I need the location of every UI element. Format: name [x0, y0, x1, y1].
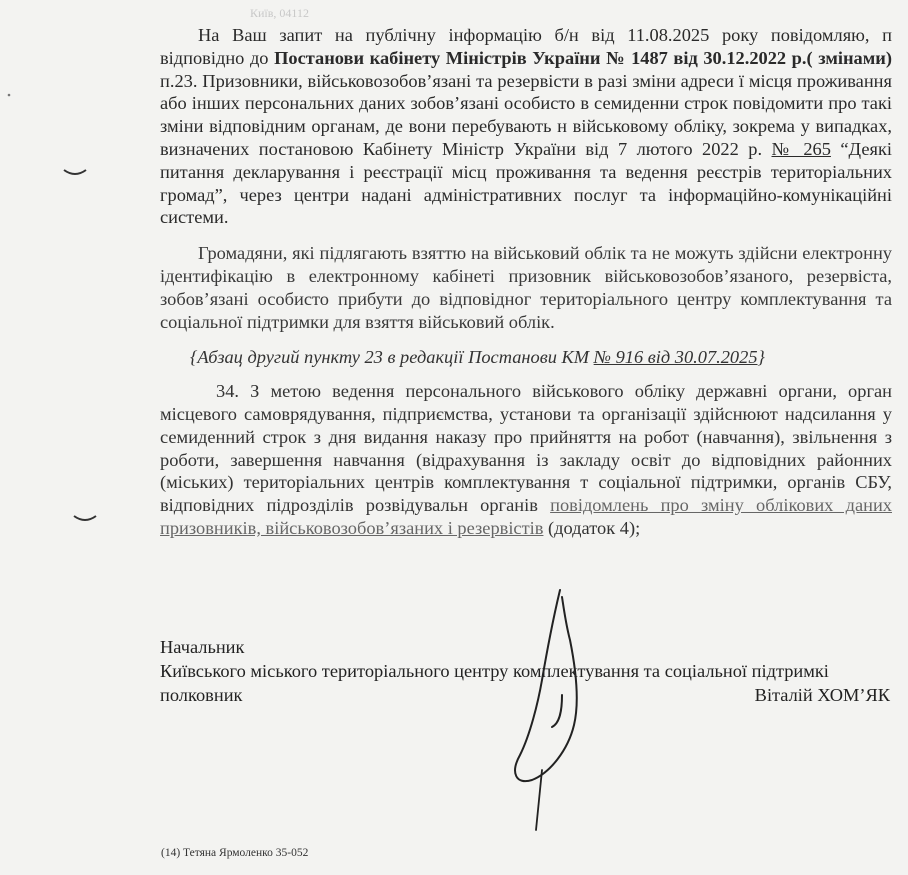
signer-rank: полковник: [160, 685, 243, 705]
paragraph-identification: Громадяни, які підлягають взяттю на військовий облік та не можуть здійсни електронну ідентифікацію в електронному кабінеті призовник військовозобов’язаного, резервіста, зобов’язані особисто прибути до відповідног територіального центру комплектування та соціальної підтримки для взяття військовий облік.: [160, 243, 892, 332]
paragraph-response: На Ваш запит на публічну інформацію б/н від 11.08.2025 року повідомляю, п відповідно до Постанови кабінету Міністрів України № 1487 від 30.12.2022 р.( змінами) п.23. Призовники, військовозобов’язані та резервісти в разі зміни адреси ї місця проживання або інших персональних даних зобов’язані особисто в семиденни строк повідомити про такі зміни відповідним органам, де вони перебувають н військовому обліку, зокрема у випадках, визначених постановою Кабінету Міністр України від 7 лютого 2022 р. № 265 “Деякі питання декларування і реєстрації місц проживання та ведення реєстрів територіальних громад”, через центри надані адміністративних послуг та інформаційно-комунікаційні системи.: [160, 25, 893, 228]
signer-name: Віталій ХОМ’ЯК: [754, 685, 890, 705]
signature-block: [160, 635, 890, 707]
signature-icon: [500, 585, 590, 835]
signer-row: [160, 683, 890, 707]
signer-position: Начальник: [160, 637, 245, 657]
margin-mark-icon: [62, 166, 88, 180]
paragraph-point-34: 34. З метою ведення персонального військового обліку державні органи, орган місцевого самоврядування, підприємства, установи та організації здійснюют надсилання у семиденний строк з дня видання наказу про прийняття на робот (навчання), звільнення з роботи, завершення навчання (відрахування із закладу освіт до відповідних районних (міських) територіальних центрів комплектування т соціальної підтримки, органів СБУ, відповідних підрозділів розвідувальн органів повідомлень про зміну облікових даних призовників, військовозобов’язаних і резервістів (додаток 4);: [160, 381, 892, 538]
signer-organization: Київського міського територіального центру комплектування та соціальної підтримкі: [160, 661, 829, 681]
resolution-265-link[interactable]: № 265: [771, 138, 831, 159]
paragraph-amendment-note: {Абзац другий пункту 23 в редакції Постанови КМ № 916 від 30.07.2025}: [190, 347, 765, 368]
letter-body: [160, 24, 892, 540]
executor-note: (14) Тетяна Ярмоленко 35-052: [161, 847, 309, 859]
margin-dot-icon: [6, 92, 12, 98]
header-stamp: Київ, 04112: [250, 6, 309, 20]
resolution-1487-reference: Постанови кабінету Міністрів України № 1487 від 30.12.2022 р.( змінами): [274, 47, 893, 68]
resolution-916-link[interactable]: № 916 від 30.07.2025: [593, 347, 758, 368]
margin-mark-icon: [72, 512, 98, 526]
notifications-link[interactable]: повідомлень про зміну облікових даних призовників, військовозобов’язаних і резервістів: [160, 495, 892, 538]
